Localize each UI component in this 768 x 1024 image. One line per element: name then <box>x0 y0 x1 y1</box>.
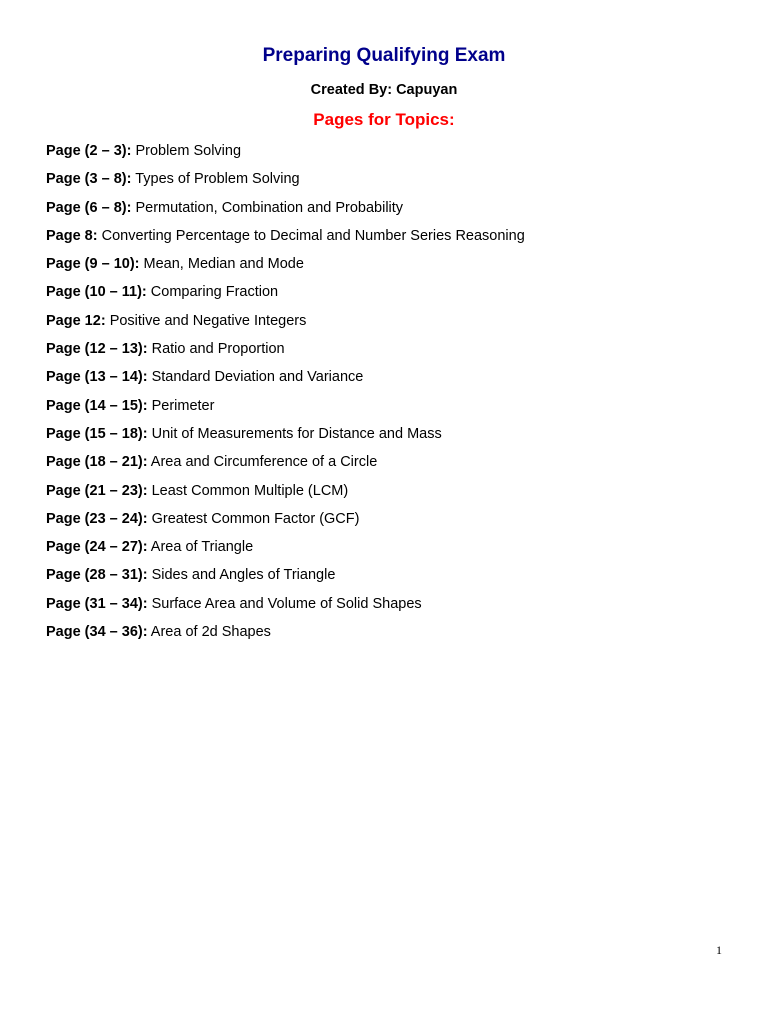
topic-pages: Page (34 – 36): <box>46 624 148 641</box>
topic-pages: Page (3 – 8): <box>46 171 132 188</box>
topic-pages: Page (23 – 24): <box>46 510 148 527</box>
list-item <box>46 564 525 592</box>
topic-title: Greatest Common Factor (GCF) <box>151 510 360 527</box>
list-item <box>46 366 525 394</box>
topic-pages: Page (6 – 8): <box>46 199 132 216</box>
list-item <box>46 310 525 338</box>
topic-title: Mean, Median and Mode <box>143 256 304 273</box>
topic-title: Converting Percentage to Decimal and Number Series Reasoning <box>101 227 525 244</box>
document-author: Created By: Capuyan <box>310 82 458 98</box>
topic-title: Permutation, Combination and Probability <box>135 199 404 216</box>
topic-pages: Page (18 – 21): <box>46 454 148 471</box>
topic-pages: Page (24 – 27): <box>46 539 148 556</box>
topic-pages: Page (31 – 34): <box>46 595 148 612</box>
topic-pages: Page 8: <box>46 227 98 244</box>
topic-title: Surface Area and Volume of Solid Shapes <box>151 595 422 612</box>
list-item <box>46 593 525 621</box>
topic-title: Area of 2d Shapes <box>150 624 271 641</box>
topic-pages: Page (15 – 18): <box>46 425 148 442</box>
topic-pages: Page (12 – 13): <box>46 341 148 358</box>
list-item <box>46 536 525 564</box>
topic-title: Least Common Multiple (LCM) <box>151 482 349 499</box>
topic-pages: Page (21 – 23): <box>46 482 148 499</box>
topic-title: Ratio and Proportion <box>151 341 285 358</box>
list-item <box>46 225 525 253</box>
topic-pages: Page (28 – 31): <box>46 567 148 584</box>
topic-title: Comparing Fraction <box>150 284 279 301</box>
list-item <box>46 621 525 649</box>
topic-title: Area of Triangle <box>150 539 254 556</box>
list-item <box>46 508 525 536</box>
document-title: Preparing Qualifying Exam <box>262 45 506 66</box>
topic-title: Sides and Angles of Triangle <box>151 567 336 584</box>
topic-pages: Page (2 – 3): <box>46 143 132 159</box>
topic-title: Area and Circumference of a Circle <box>150 454 378 471</box>
list-item <box>46 197 525 225</box>
list-item <box>46 338 525 366</box>
list-item <box>46 168 525 196</box>
topic-pages: Page (14 – 15): <box>46 397 148 414</box>
topic-title: Problem Solving <box>135 143 242 159</box>
list-item <box>46 395 525 423</box>
list-item <box>46 281 525 309</box>
topic-title: Types of Problem Solving <box>135 171 300 188</box>
list-item <box>46 423 525 451</box>
section-heading: Pages for Topics: <box>313 110 455 129</box>
topic-title: Standard Deviation and Variance <box>151 369 364 386</box>
topic-pages: Page (13 – 14): <box>46 369 148 386</box>
topic-title: Unit of Measurements for Distance and Mass <box>151 425 442 442</box>
list-item <box>46 253 525 281</box>
page-number: 1 <box>716 943 722 957</box>
list-item <box>46 480 525 508</box>
topic-title: Positive and Negative Integers <box>109 312 307 329</box>
topic-pages: Page (9 – 10): <box>46 256 140 273</box>
topic-list <box>46 140 525 649</box>
list-item <box>46 140 525 168</box>
topic-pages: Page (10 – 11): <box>46 284 147 301</box>
topic-title: Perimeter <box>151 397 215 414</box>
list-item <box>46 451 525 479</box>
topic-pages: Page 12: <box>46 312 106 329</box>
